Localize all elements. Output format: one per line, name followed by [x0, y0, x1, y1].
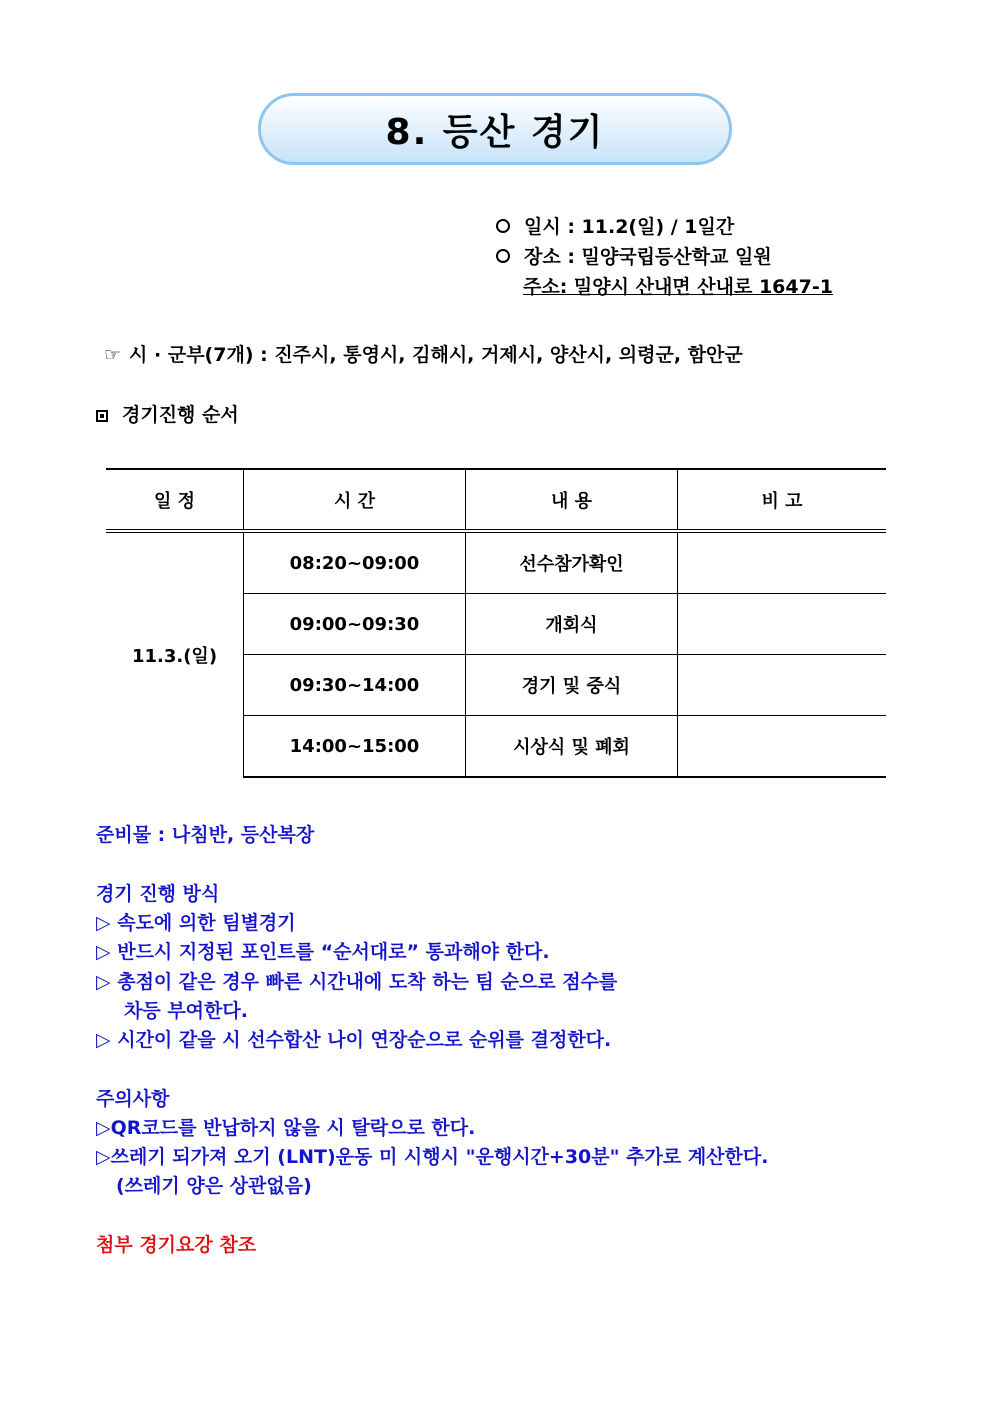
caution-item-continued: (쓰레기 양은 상관없음) [116, 1175, 312, 1197]
caution-title: 주의사항 [96, 1088, 170, 1110]
title-banner [258, 93, 732, 165]
supplies-line: 준비물 : 나침반, 등산복장 [96, 824, 315, 846]
circle-bullet-icon [496, 249, 510, 263]
header-note: 비 고 [678, 469, 887, 531]
schedule-table [106, 468, 886, 778]
pointing-hand-icon: ☞ [104, 344, 122, 366]
content-cell: 개회식 [466, 594, 678, 655]
caution-item: ▷쓰레기 되가져 오기 (LNT)운동 미 시행시 "운행시간+30분" 추가로 계산한다. [96, 1146, 769, 1168]
table-row [106, 531, 886, 594]
content-cell: 시상식 및 폐회 [466, 716, 678, 778]
caution-item: ▷QR코드를 반납하지 않을 시 탈락으로 한다. [96, 1117, 476, 1139]
time-cell: 08:20~09:00 [244, 531, 466, 594]
note-cell [678, 655, 887, 716]
address-info: 주소: 밀양시 산내면 산내로 1647-1 [523, 276, 833, 298]
page-title: 8. 등산 경기 [385, 111, 605, 153]
time-cell: 09:30~14:00 [244, 655, 466, 716]
header-date: 일 정 [106, 469, 244, 531]
square-bullet-icon [96, 410, 108, 422]
note-cell [678, 531, 887, 594]
method-item: ▷ 속도에 의한 팀별경기 [96, 912, 296, 934]
place-info: 장소 : 밀양국립등산학교 일원 [496, 242, 772, 269]
method-title: 경기 진행 방식 [96, 883, 220, 905]
section-title: 경기진행 순서 [96, 400, 239, 427]
content-cell: 선수참가확인 [466, 531, 678, 594]
date-info: 일시 : 11.2(일) / 1일간 [496, 212, 734, 239]
method-item: ▷ 반드시 지정된 포인트를 “순서대로” 통과해야 한다. [96, 941, 550, 963]
header-time: 시 간 [244, 469, 466, 531]
time-cell: 09:00~09:30 [244, 594, 466, 655]
time-cell: 14:00~15:00 [244, 716, 466, 778]
method-item: ▷ 총점이 같은 경우 빠른 시간내에 도착 하는 팀 순으로 점수를 [96, 971, 618, 993]
date-cell: 11.3.(일) [106, 531, 244, 777]
note-cell [678, 594, 887, 655]
regions-line: ☞ 시 · 군부(7개) : 진주시, 통영시, 김해시, 거제시, 양산시, 의령군, 함안군 [104, 344, 743, 366]
content-cell: 경기 및 중식 [466, 655, 678, 716]
note-cell [678, 716, 887, 778]
attachment-note: 첨부 경기요강 참조 [96, 1234, 257, 1256]
method-item-continued: 차등 부여한다. [124, 1000, 248, 1022]
table-header-row [106, 469, 886, 531]
method-item: ▷ 시간이 같을 시 선수합산 나이 연장순으로 순위를 결정한다. [96, 1029, 612, 1051]
header-content: 내 용 [466, 469, 678, 531]
circle-bullet-icon [496, 219, 510, 233]
